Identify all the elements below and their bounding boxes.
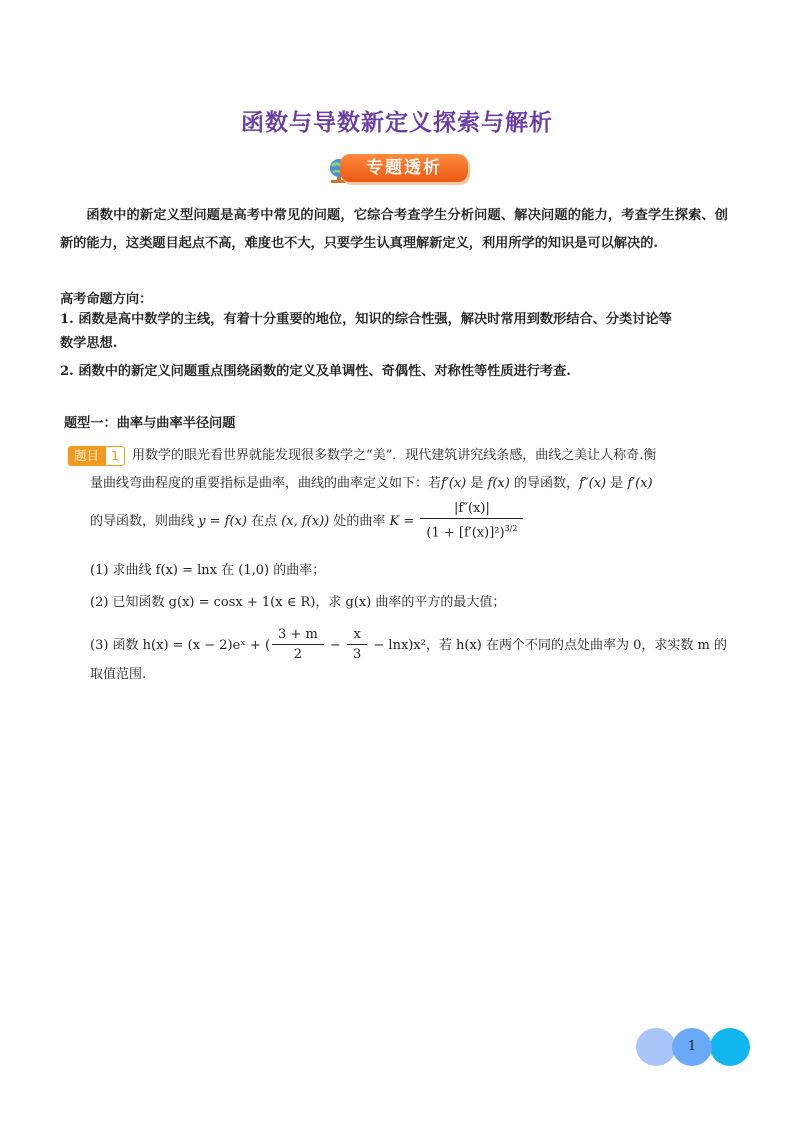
topic-badge bbox=[326, 150, 476, 190]
sub-question-2: (2) 已知函数 g(x) = cosx + 1(x ∈ R)，求 g(x) 曲率的平方的最大值； bbox=[90, 595, 506, 610]
direction-heading: 高考命题方向： bbox=[60, 292, 153, 307]
question-tag-label: 题目 bbox=[68, 446, 105, 466]
page-dot-right bbox=[710, 1028, 750, 1066]
sub-question-3: (3) 函数 h(x) = (x − 2)eˣ + ( $\frac{3 + m}{2}$ − $\frac{x}{3}$ − lnx)x²，若 h(x) 在两个不同的点处曲率为 0，求实数 m 的 bbox=[90, 626, 740, 665]
point-1-line-b: 数学思想. bbox=[60, 336, 118, 351]
page-title: 函数与导数新定义探索与解析 bbox=[241, 110, 553, 136]
question-tag bbox=[68, 446, 125, 466]
fraction-3-plus-m: $\frac{3 + m}{2}$ bbox=[272, 626, 324, 665]
sub-question-3-cont: 取值范围. bbox=[90, 667, 147, 682]
question-line-1: 用数学的眼光看世界就能发现很多数学之“美”．现代建筑讲究线条感，曲线之美让人称奇.衡 bbox=[132, 448, 657, 463]
sub-question-1: (1) 求曲线 f(x) = lnx 在 (1,0) 的曲率； bbox=[90, 563, 326, 578]
intro-paragraph: 函数中的新定义型问题是高考中常见的问题，它综合考查学生分析问题、解决问题的能力，考查学生探索、创新的能力，这类题目起点不高，难度也不大，只要学生认真理解新定义，利用所学的知识是可以解决的. bbox=[60, 208, 728, 251]
point-2: 2. 函数中的新定义问题重点围绕函数的定义及单调性、奇偶性、对称性等性质进行考查. bbox=[60, 364, 571, 379]
page-indicator bbox=[636, 1026, 752, 1068]
point-1-line-a: 1. 函数是高中数学的主线，有着十分重要的地位，知识的综合性强，解决时常用到数形结合、分类讨论等 bbox=[60, 312, 672, 327]
badge-label: 专题透析 bbox=[340, 154, 468, 182]
curvature-fraction: $\frac{|f''(x)|}{(1 + [f'(x)]^2)^{3/2}}$ bbox=[420, 500, 523, 543]
page-number: 1 bbox=[687, 1039, 697, 1054]
page-dot-left bbox=[636, 1028, 676, 1066]
question-line-2: 量曲线弯曲程度的重要指标是曲率，曲线的曲率定义如下：若f′(x) 是 f(x) 的导函数，f″(x) 是 f′(x) bbox=[90, 476, 653, 491]
question-line-3: 的导函数，则曲线 y = f(x) 在点 (x, f(x)) 处的曲率 K = $\frac{|f''(x)|}{(1 + [f'(x)]^2)^{3/2}}$ bbox=[90, 500, 730, 543]
question-tag-number: 1 bbox=[105, 446, 125, 466]
fraction-x-over-3: $\frac{x}{3}$ bbox=[347, 626, 367, 665]
question-type-title: 题型一：曲率与曲率半径问题 bbox=[64, 416, 236, 431]
